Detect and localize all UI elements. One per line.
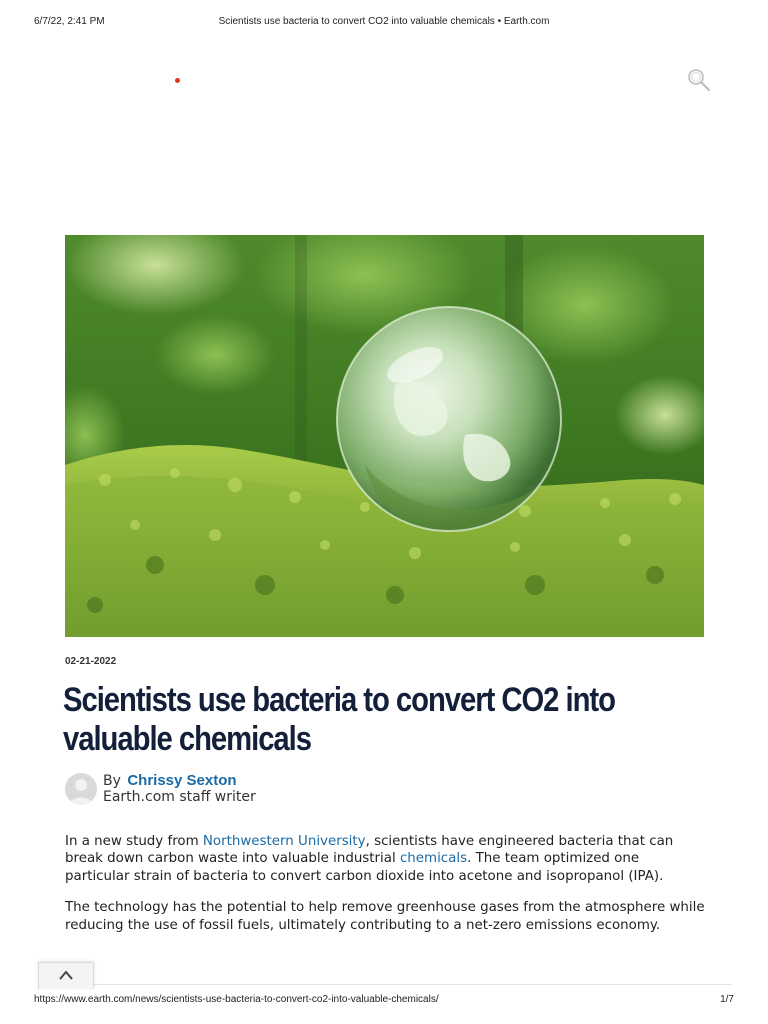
user-avatar-icon [65,773,97,805]
site-logo-dot [175,78,180,83]
divider [65,984,732,985]
page-url: https://www.earth.com/news/scientists-use-bacteria-to-convert-co2-into-valuable-chemicals/ [34,994,439,1005]
paragraph [65,833,705,885]
chemicals-link[interactable]: chemicals [399,851,468,867]
byline-author-line [103,772,237,789]
article-date: 02-21-2022 [65,656,117,667]
glass-globe-on-moss-photo [65,235,704,637]
paragraph-text: . The team optimized one particular strain of bacteria to convert carbon dioxide into acetone and isopropanol (IPA). [65,851,664,884]
chevron-up-icon [58,969,74,981]
author-link[interactable]: Chrissy Sexton [127,772,237,789]
paragraph-text: In a new study from [65,834,203,849]
northwestern-link[interactable]: Northwestern University [202,834,366,849]
back-to-top-button[interactable] [38,962,94,989]
fade-overlay [0,968,768,990]
page-number: 1/7 [720,994,734,1005]
paragraph-text: , scientists have engineered bacteria that can break down carbon waste into valuable industrial [65,834,674,867]
article-body [65,833,705,948]
hero-image [65,235,704,637]
print-datetime: 6/7/22, 2:41 PM [34,16,105,27]
article-headline: Scientists use bacteria to convert CO2 into valuable chemicals [63,681,615,758]
author-role: Earth.com staff writer [103,789,256,805]
search-icon[interactable] [686,67,712,93]
print-page-title: Scientists use bacteria to convert CO2 into valuable chemicals • Earth.com [218,16,550,27]
byline-by: By [103,773,121,789]
paragraph: The technology has the potential to help remove greenhouse gases from the atmosphere while reducing the use of fossil fuels, ultimately contributing to a net-zero emissions economy. [65,900,705,933]
avatar[interactable] [65,773,97,805]
